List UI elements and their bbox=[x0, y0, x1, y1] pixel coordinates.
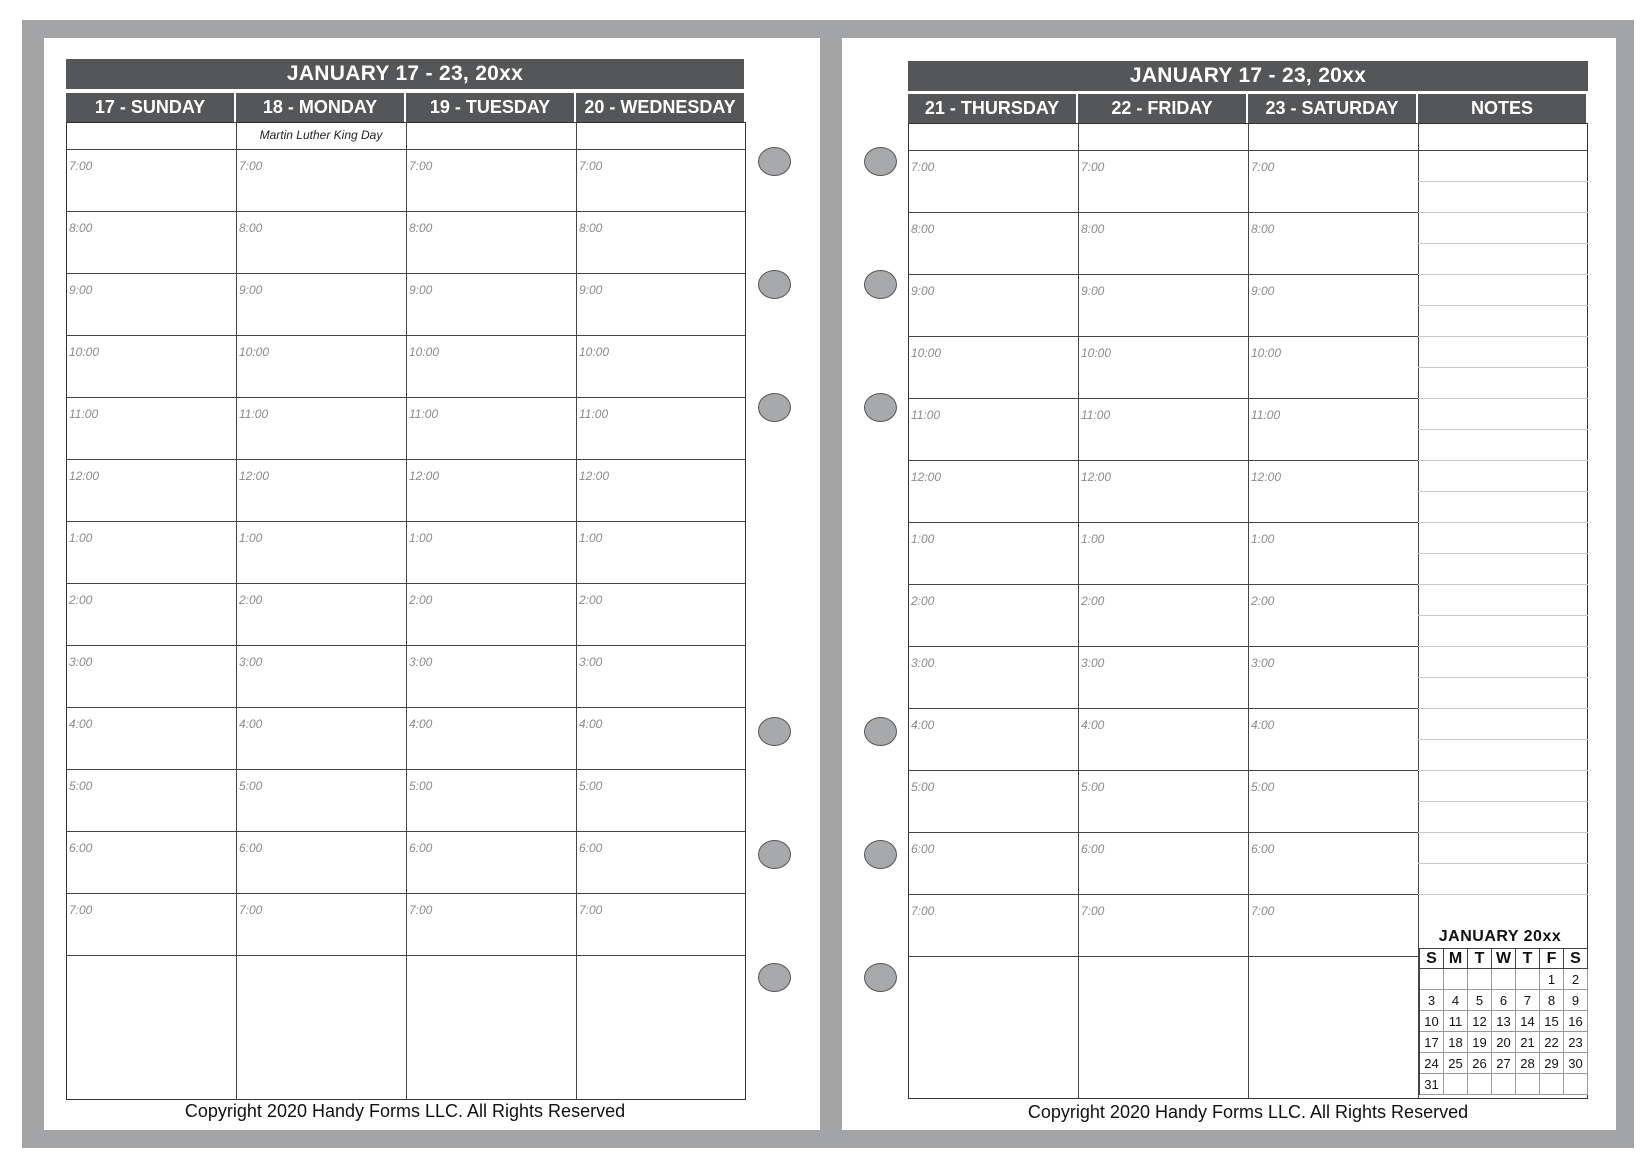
notes-line bbox=[1418, 863, 1588, 864]
mini-calendar-weekday: S bbox=[1420, 948, 1444, 969]
mini-calendar-day: 4 bbox=[1444, 990, 1468, 1011]
binder-hole-left bbox=[758, 963, 791, 992]
time-label: 12:00 bbox=[911, 470, 942, 484]
time-label: 4:00 bbox=[1251, 718, 1275, 732]
time-label: 3:00 bbox=[1251, 656, 1275, 670]
binder-hole-left bbox=[758, 393, 791, 422]
time-label: 4:00 bbox=[409, 717, 433, 731]
row-divider bbox=[66, 893, 746, 894]
mini-calendar-day: 1 bbox=[1540, 969, 1564, 990]
notes-line bbox=[1418, 615, 1588, 616]
notes-line bbox=[1418, 460, 1588, 461]
time-label: 9:00 bbox=[911, 284, 935, 298]
row-divider bbox=[908, 150, 1418, 151]
column-divider bbox=[576, 122, 577, 1100]
time-label: 10:00 bbox=[911, 346, 942, 360]
time-label: 1:00 bbox=[1081, 532, 1105, 546]
binder-hole-right bbox=[864, 393, 897, 422]
left-week-title: JANUARY 17 - 23, 20xx bbox=[66, 59, 744, 89]
time-label: 7:00 bbox=[1251, 904, 1275, 918]
row-divider bbox=[66, 397, 746, 398]
row-divider bbox=[908, 212, 1418, 213]
mini-calendar-day: 7 bbox=[1516, 990, 1540, 1011]
notes-line bbox=[1418, 801, 1588, 802]
mini-calendar-day bbox=[1540, 1074, 1564, 1095]
column-divider bbox=[406, 122, 407, 1100]
notes-line bbox=[1418, 584, 1588, 585]
time-label: 2:00 bbox=[409, 593, 433, 607]
mini-calendar-day: 2 bbox=[1564, 969, 1588, 990]
time-label: 4:00 bbox=[69, 717, 93, 731]
row-divider bbox=[908, 770, 1418, 771]
time-label: 6:00 bbox=[1251, 842, 1275, 856]
mini-calendar-day bbox=[1444, 1074, 1468, 1095]
row-divider bbox=[66, 459, 746, 460]
time-label: 2:00 bbox=[1081, 594, 1105, 608]
notes-line bbox=[1418, 429, 1588, 430]
row-divider bbox=[66, 149, 746, 150]
time-label: 7:00 bbox=[911, 904, 935, 918]
time-label: 3:00 bbox=[239, 655, 263, 669]
time-label: 5:00 bbox=[911, 780, 935, 794]
row-divider bbox=[66, 583, 746, 584]
time-label: 4:00 bbox=[239, 717, 263, 731]
time-label: 5:00 bbox=[239, 779, 263, 793]
mini-calendar-day: 28 bbox=[1516, 1053, 1540, 1074]
time-label: 1:00 bbox=[239, 531, 263, 545]
row-divider bbox=[908, 522, 1418, 523]
mini-calendar-day: 19 bbox=[1468, 1032, 1492, 1053]
day-header: 17 - SUNDAY bbox=[66, 93, 234, 122]
time-label: 1:00 bbox=[1251, 532, 1275, 546]
day-header: NOTES bbox=[1418, 94, 1586, 123]
notes-line bbox=[1418, 832, 1588, 833]
mini-calendar-weekday: M bbox=[1444, 948, 1468, 969]
time-label: 12:00 bbox=[579, 469, 610, 483]
time-label: 12:00 bbox=[239, 469, 270, 483]
mini-calendar-day bbox=[1468, 969, 1492, 990]
time-label: 3:00 bbox=[911, 656, 935, 670]
time-label: 9:00 bbox=[579, 283, 603, 297]
mini-calendar-day: 25 bbox=[1444, 1053, 1468, 1074]
time-label: 7:00 bbox=[1081, 904, 1105, 918]
time-label: 6:00 bbox=[239, 841, 263, 855]
time-label: 5:00 bbox=[1081, 780, 1105, 794]
row-divider bbox=[908, 584, 1418, 585]
mini-calendar-weekday: T bbox=[1516, 948, 1540, 969]
mini-calendar-day bbox=[1468, 1074, 1492, 1095]
row-divider bbox=[908, 336, 1418, 337]
binder-hole-right bbox=[864, 717, 897, 746]
time-label: 2:00 bbox=[579, 593, 603, 607]
notes-line bbox=[1418, 243, 1588, 244]
row-divider bbox=[908, 646, 1418, 647]
mini-calendar-day bbox=[1516, 1074, 1540, 1095]
notes-line bbox=[1418, 553, 1588, 554]
time-label: 12:00 bbox=[1081, 470, 1112, 484]
mini-calendar-day bbox=[1564, 1074, 1588, 1095]
binder-hole-right bbox=[864, 147, 897, 176]
notes-line bbox=[1418, 336, 1588, 337]
time-label: 6:00 bbox=[1081, 842, 1105, 856]
mini-calendar-day: 15 bbox=[1540, 1011, 1564, 1032]
mini-calendar-day: 31 bbox=[1420, 1074, 1444, 1095]
row-divider bbox=[908, 460, 1418, 461]
day-header: 23 - SATURDAY bbox=[1248, 94, 1416, 123]
binder-hole-right bbox=[864, 840, 897, 869]
time-label: 5:00 bbox=[1251, 780, 1275, 794]
time-label: 10:00 bbox=[409, 345, 440, 359]
day-header: 19 - TUESDAY bbox=[406, 93, 574, 122]
notes-line bbox=[1418, 491, 1588, 492]
mini-calendar-day: 5 bbox=[1468, 990, 1492, 1011]
right-week-title: JANUARY 17 - 23, 20xx bbox=[908, 61, 1588, 91]
row-divider bbox=[908, 398, 1418, 399]
notes-line bbox=[1418, 212, 1588, 213]
time-label: 2:00 bbox=[1251, 594, 1275, 608]
notes-line bbox=[1418, 646, 1588, 647]
mini-calendar-day: 6 bbox=[1492, 990, 1516, 1011]
mini-calendar-day: 30 bbox=[1564, 1053, 1588, 1074]
time-label: 7:00 bbox=[1081, 160, 1105, 174]
time-label: 11:00 bbox=[409, 407, 439, 421]
notes-line bbox=[1418, 894, 1588, 895]
column-divider bbox=[1248, 123, 1249, 1099]
time-label: 12:00 bbox=[69, 469, 100, 483]
row-divider bbox=[908, 274, 1418, 275]
time-label: 5:00 bbox=[409, 779, 433, 793]
time-label: 10:00 bbox=[1251, 346, 1282, 360]
time-label: 9:00 bbox=[1081, 284, 1105, 298]
row-divider bbox=[66, 335, 746, 336]
mini-calendar-day: 13 bbox=[1492, 1011, 1516, 1032]
time-label: 8:00 bbox=[69, 221, 93, 235]
mini-calendar-day: 24 bbox=[1420, 1053, 1444, 1074]
time-label: 10:00 bbox=[69, 345, 100, 359]
time-label: 6:00 bbox=[409, 841, 433, 855]
day-header: 20 - WEDNESDAY bbox=[576, 93, 744, 122]
time-label: 8:00 bbox=[911, 222, 935, 236]
mini-calendar-day: 29 bbox=[1540, 1053, 1564, 1074]
notes-line bbox=[1418, 367, 1588, 368]
mini-calendar-title: JANUARY 20xx bbox=[1438, 928, 1562, 945]
notes-line bbox=[1418, 181, 1588, 182]
row-divider bbox=[66, 955, 746, 956]
time-label: 7:00 bbox=[409, 903, 433, 917]
time-label: 7:00 bbox=[239, 159, 263, 173]
mini-calendar-day: 3 bbox=[1420, 990, 1444, 1011]
time-label: 4:00 bbox=[911, 718, 935, 732]
binder-hole-left bbox=[758, 270, 791, 299]
time-label: 10:00 bbox=[239, 345, 270, 359]
row-divider bbox=[66, 645, 746, 646]
mini-calendar-day bbox=[1420, 969, 1444, 990]
mini-calendar-day: 20 bbox=[1492, 1032, 1516, 1053]
time-label: 6:00 bbox=[69, 841, 93, 855]
left-copyright: Copyright 2020 Handy Forms LLC. All Rights Reserved bbox=[184, 1101, 626, 1121]
time-label: 5:00 bbox=[579, 779, 603, 793]
time-label: 1:00 bbox=[409, 531, 433, 545]
mini-calendar-day bbox=[1516, 969, 1540, 990]
mini-calendar-day: 27 bbox=[1492, 1053, 1516, 1074]
time-label: 11:00 bbox=[911, 408, 941, 422]
mini-calendar-day: 16 bbox=[1564, 1011, 1588, 1032]
time-label: 7:00 bbox=[69, 903, 93, 917]
time-label: 7:00 bbox=[239, 903, 263, 917]
time-label: 7:00 bbox=[579, 159, 603, 173]
day-header: 22 - FRIDAY bbox=[1078, 94, 1246, 123]
binder-hole-left bbox=[758, 717, 791, 746]
row-divider bbox=[66, 273, 746, 274]
time-label: 10:00 bbox=[579, 345, 610, 359]
holiday-label: Martin Luther King Day bbox=[259, 128, 383, 142]
time-label: 11:00 bbox=[1251, 408, 1281, 422]
time-label: 8:00 bbox=[239, 221, 263, 235]
mini-calendar-weekday: S bbox=[1564, 948, 1588, 969]
mini-calendar-day: 21 bbox=[1516, 1032, 1540, 1053]
time-label: 2:00 bbox=[911, 594, 935, 608]
notes-line bbox=[1418, 677, 1588, 678]
time-label: 1:00 bbox=[579, 531, 603, 545]
time-label: 4:00 bbox=[1081, 718, 1105, 732]
time-label: 9:00 bbox=[239, 283, 263, 297]
mini-calendar-day: 12 bbox=[1468, 1011, 1492, 1032]
mini-calendar-weekday: T bbox=[1468, 948, 1492, 969]
time-label: 3:00 bbox=[579, 655, 603, 669]
time-label: 12:00 bbox=[1251, 470, 1282, 484]
time-label: 7:00 bbox=[69, 159, 93, 173]
mini-calendar-day: 14 bbox=[1516, 1011, 1540, 1032]
mini-calendar-weekday: F bbox=[1540, 948, 1564, 969]
day-header: 21 - THURSDAY bbox=[908, 94, 1076, 123]
time-label: 8:00 bbox=[1251, 222, 1275, 236]
binder-hole-right bbox=[864, 270, 897, 299]
time-label: 3:00 bbox=[1081, 656, 1105, 670]
column-divider bbox=[236, 122, 237, 1100]
time-label: 9:00 bbox=[69, 283, 93, 297]
mini-calendar-day: 17 bbox=[1420, 1032, 1444, 1053]
notes-line bbox=[1418, 305, 1588, 306]
time-label: 7:00 bbox=[1251, 160, 1275, 174]
time-label: 5:00 bbox=[69, 779, 93, 793]
column-divider bbox=[1078, 123, 1079, 1099]
time-label: 9:00 bbox=[1251, 284, 1275, 298]
mini-calendar-day: 18 bbox=[1444, 1032, 1468, 1053]
time-label: 2:00 bbox=[239, 593, 263, 607]
notes-line bbox=[1418, 739, 1588, 740]
time-label: 11:00 bbox=[1081, 408, 1111, 422]
mini-calendar-day: 10 bbox=[1420, 1011, 1444, 1032]
time-label: 8:00 bbox=[579, 221, 603, 235]
mini-calendar-day: 26 bbox=[1468, 1053, 1492, 1074]
row-divider bbox=[66, 769, 746, 770]
time-label: 7:00 bbox=[409, 159, 433, 173]
time-label: 8:00 bbox=[1081, 222, 1105, 236]
binder-hole-right bbox=[864, 963, 897, 992]
mini-calendar-day: 23 bbox=[1564, 1032, 1588, 1053]
mini-calendar-day: 9 bbox=[1564, 990, 1588, 1011]
mini-calendar-day: 8 bbox=[1540, 990, 1564, 1011]
notes-line bbox=[1418, 770, 1588, 771]
mini-calendar-day bbox=[1444, 969, 1468, 990]
mini-calendar-weekday: W bbox=[1492, 948, 1516, 969]
time-label: 3:00 bbox=[69, 655, 93, 669]
notes-line bbox=[1418, 708, 1588, 709]
notes-line bbox=[1418, 274, 1588, 275]
mini-calendar-day: 11 bbox=[1444, 1011, 1468, 1032]
time-label: 6:00 bbox=[911, 842, 935, 856]
row-divider bbox=[908, 956, 1418, 957]
notes-line bbox=[1418, 398, 1588, 399]
time-label: 2:00 bbox=[69, 593, 93, 607]
row-divider bbox=[66, 707, 746, 708]
binder-hole-left bbox=[758, 147, 791, 176]
time-label: 6:00 bbox=[579, 841, 603, 855]
row-divider bbox=[908, 832, 1418, 833]
time-label: 8:00 bbox=[409, 221, 433, 235]
row-divider bbox=[908, 894, 1418, 895]
time-label: 1:00 bbox=[911, 532, 935, 546]
row-divider bbox=[66, 831, 746, 832]
time-label: 4:00 bbox=[579, 717, 603, 731]
row-divider bbox=[66, 211, 746, 212]
row-divider bbox=[66, 521, 746, 522]
right-copyright: Copyright 2020 Handy Forms LLC. All Rights Reserved bbox=[1027, 1102, 1469, 1122]
mini-calendar-day bbox=[1492, 1074, 1516, 1095]
binder-hole-left bbox=[758, 840, 791, 869]
day-header: 18 - MONDAY bbox=[236, 93, 404, 122]
time-label: 11:00 bbox=[69, 407, 99, 421]
mini-calendar-day: 22 bbox=[1540, 1032, 1564, 1053]
notes-line bbox=[1418, 522, 1588, 523]
time-label: 11:00 bbox=[239, 407, 269, 421]
time-label: 3:00 bbox=[409, 655, 433, 669]
time-label: 9:00 bbox=[409, 283, 433, 297]
row-divider bbox=[908, 708, 1418, 709]
time-label: 1:00 bbox=[69, 531, 93, 545]
notes-top-line bbox=[1418, 150, 1588, 151]
mini-calendar-day bbox=[1492, 969, 1516, 990]
time-label: 12:00 bbox=[409, 469, 440, 483]
time-label: 10:00 bbox=[1081, 346, 1112, 360]
time-label: 7:00 bbox=[579, 903, 603, 917]
time-label: 7:00 bbox=[911, 160, 935, 174]
time-label: 11:00 bbox=[579, 407, 609, 421]
